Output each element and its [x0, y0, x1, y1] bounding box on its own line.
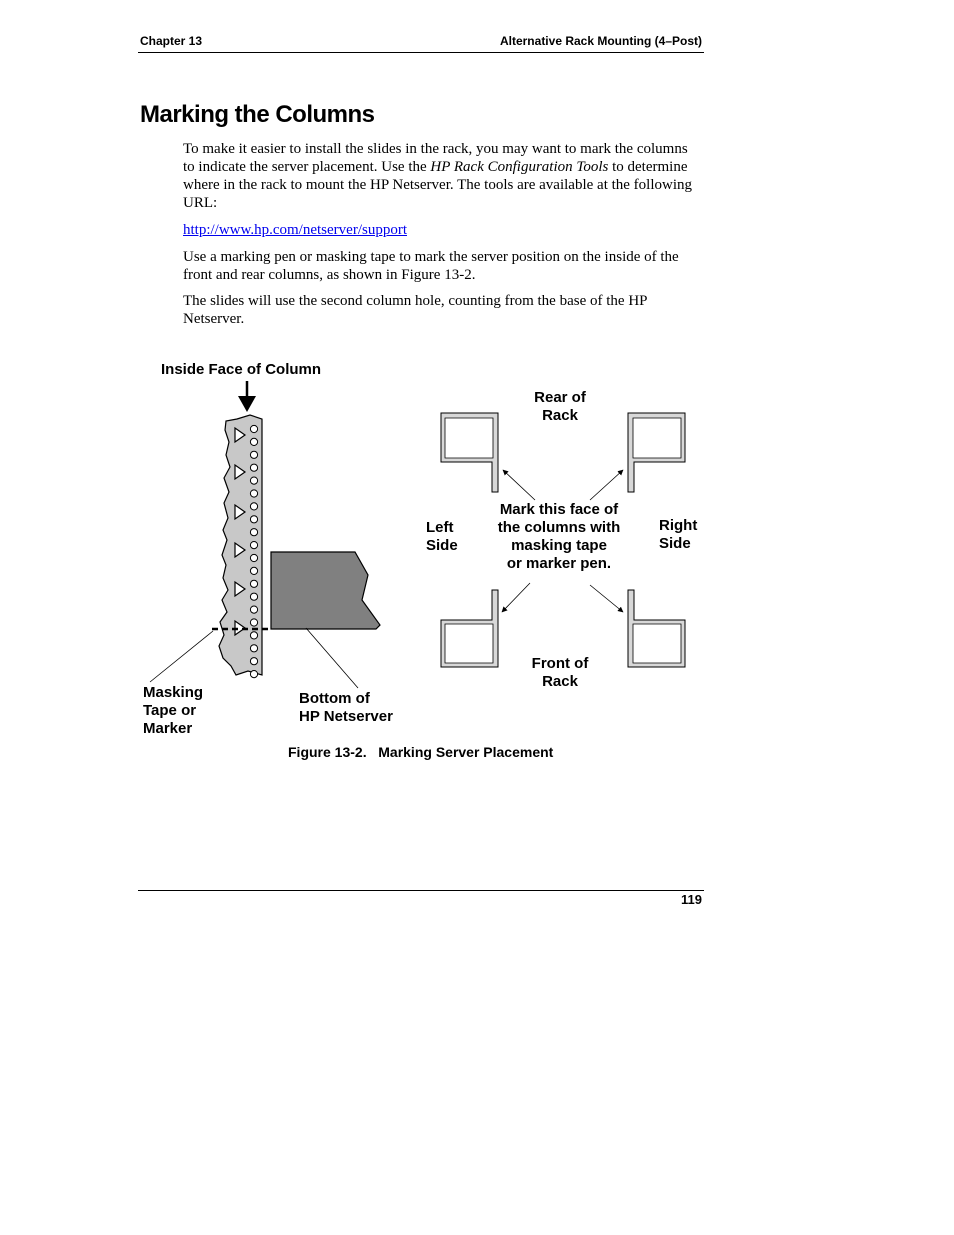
column-hole [250, 542, 257, 549]
support-url-link[interactable]: http://www.hp.com/netserver/support [183, 222, 407, 238]
paragraph-marking: Use a marking pen or masking tape to mark the server position on the inside of the front and rear columns, as shown in Figure 13-2. [183, 249, 679, 283]
bracket-rear-left-inner [445, 418, 493, 458]
column-hole [250, 503, 257, 510]
bracket-rear-right-inner [633, 418, 681, 458]
column-hole [250, 593, 257, 600]
label-bottom-of-netserver: Bottom of HP Netserver [299, 690, 393, 725]
label-left-side: Left Side [426, 519, 458, 554]
column-hole [250, 516, 257, 523]
column-hole [250, 438, 257, 445]
column-hole [250, 451, 257, 458]
label-rear-of-rack: Rear of Rack [534, 389, 586, 424]
column-hole [250, 645, 257, 652]
arrow-down-icon [238, 396, 256, 412]
hp-netserver-block [271, 552, 380, 629]
label-front-of-rack: Front of Rack [531, 655, 589, 690]
figure-caption: Figure 13-2. Marking Server Placement [288, 744, 554, 760]
label-right-side: Right Side [659, 517, 698, 552]
column-hole [250, 425, 257, 432]
label-masking-tape: Masking Tape or Marker [143, 684, 204, 737]
page-number: 119 [681, 892, 702, 907]
pointer-front-left [502, 583, 530, 612]
pointer-front-right [590, 585, 623, 612]
column-hole [250, 580, 257, 587]
column-hole [250, 606, 257, 613]
column-hole [250, 490, 257, 497]
column-hole [250, 464, 257, 471]
leader-bottom [306, 628, 358, 688]
column-hole [250, 567, 257, 574]
header-section-title: Alternative Rack Mounting (4–Post) [499, 34, 702, 48]
pointer-rear-right [590, 470, 623, 500]
column-hole [250, 554, 257, 561]
pointer-rear-left [503, 470, 535, 500]
column-hole [250, 671, 257, 678]
bracket-front-right-inner [633, 624, 681, 663]
column-hole [250, 632, 257, 639]
column-hole [250, 477, 257, 484]
label-mark-instruction: Mark this face of the columns with masking tape or marker pen. [497, 501, 621, 572]
footer-rule [138, 890, 704, 891]
page-heading: Marking the Columns [140, 101, 375, 128]
paragraph-intro-tool-name: HP Rack Configuration Tools [430, 159, 609, 175]
header-chapter: Chapter 13 [140, 34, 203, 48]
column-hole [250, 529, 257, 536]
paragraph-slides: The slides will use the second column hole, counting from the base of the HP Netserver. [183, 293, 647, 327]
paragraph-intro-text-1: To make it easier to install the slides in the rack, you may want to mark the columns to indicate the server placement. Use the [183, 141, 688, 175]
paragraph-intro-text-2: to determine where in the rack to mount the HP Netserver. The tools are available at the following URL: [183, 159, 693, 211]
column-hole [250, 619, 257, 626]
bracket-front-left-inner [445, 624, 493, 663]
column-hole [250, 658, 257, 665]
label-inside-face-of-column: Inside Face of Column [161, 361, 322, 378]
leader-masking [150, 631, 213, 682]
